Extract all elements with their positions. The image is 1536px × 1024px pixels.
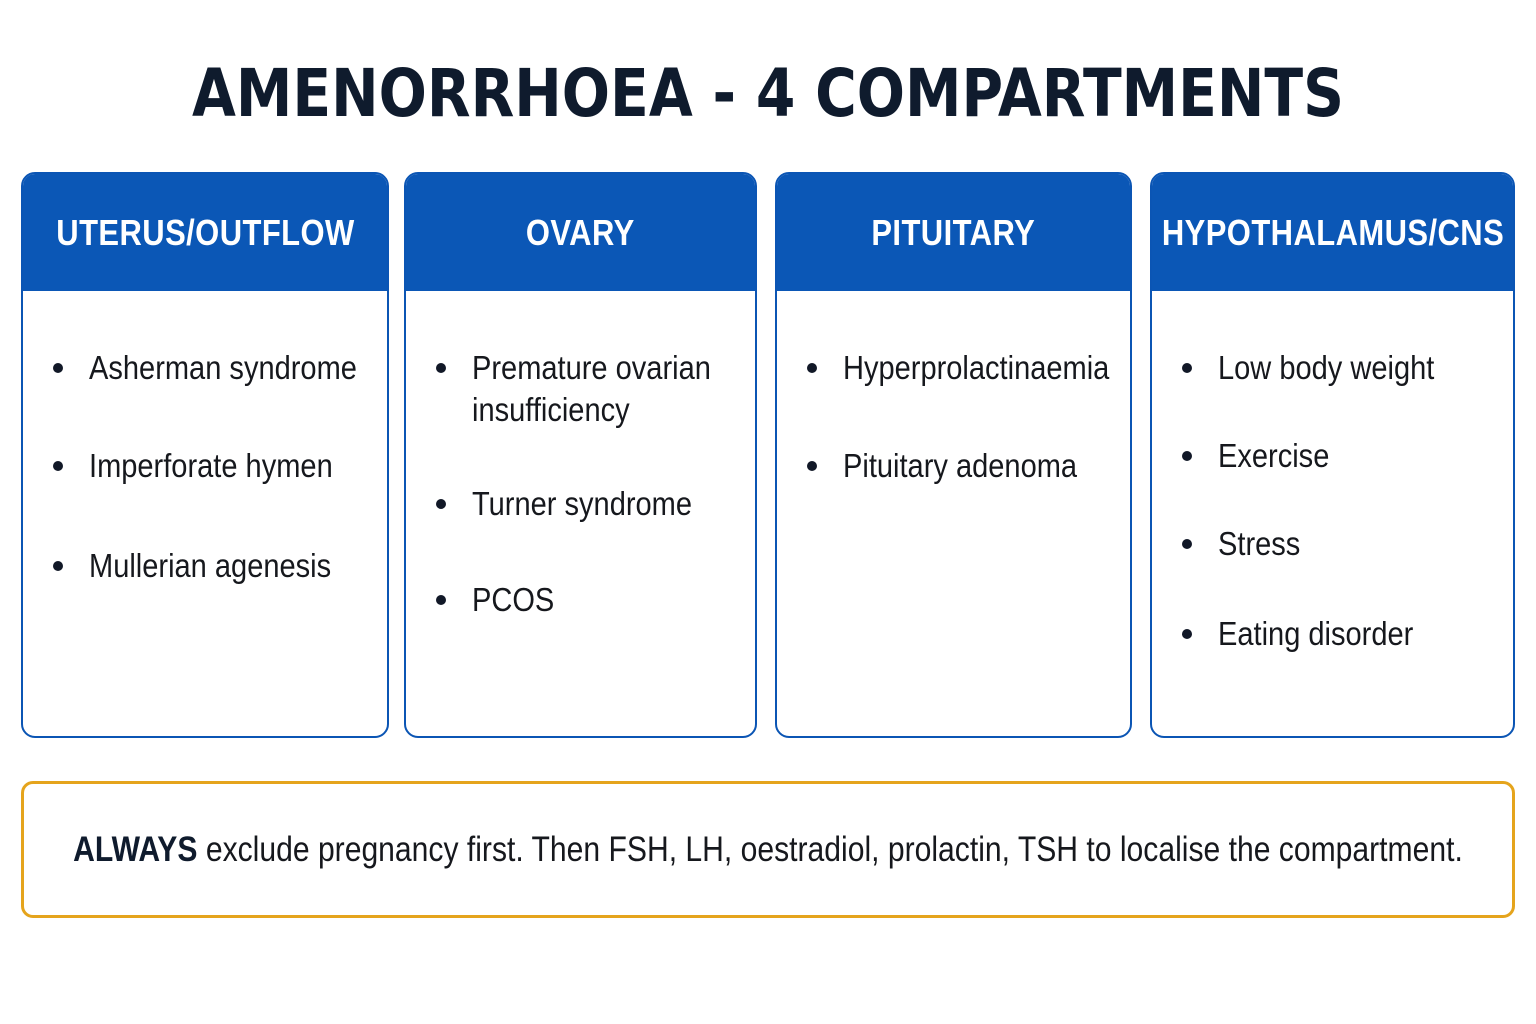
compartment-header xyxy=(23,174,387,291)
list-item xyxy=(807,347,1120,389)
list-item-text: Mullerian agenesis xyxy=(89,547,332,584)
compartment-list xyxy=(777,291,1130,736)
bullet-icon xyxy=(807,363,817,373)
compartment-title: PITUITARY xyxy=(871,211,1036,253)
compartment-list xyxy=(406,291,755,736)
bullet-icon xyxy=(1182,629,1192,639)
list-item-text: Asherman syndrome xyxy=(89,349,357,386)
bullet-icon xyxy=(53,461,63,471)
list-item xyxy=(53,445,377,487)
list-item-text: Turner syndrome xyxy=(472,485,693,522)
list-item-text: Low body weight xyxy=(1218,349,1435,386)
page-title: AMENORRHOEA - 4 COMPARTMENTS xyxy=(191,55,1345,132)
list-item xyxy=(53,545,377,587)
bullet-icon xyxy=(436,595,446,605)
compartment-ovary xyxy=(404,172,757,738)
list-item-text: Premature ovarian insufficiency xyxy=(472,349,711,428)
list-item xyxy=(1182,523,1503,565)
compartment-list xyxy=(23,291,387,736)
list-item-text: PCOS xyxy=(472,581,555,618)
list-item xyxy=(1182,347,1503,389)
list-item-text: Eating disorder xyxy=(1218,615,1414,652)
list-item-text: Stress xyxy=(1218,525,1301,562)
compartment-title: HYPOTHALAMUS/CNS xyxy=(1161,211,1504,253)
compartment-header xyxy=(777,174,1130,291)
list-item xyxy=(436,483,745,525)
compartment-header xyxy=(406,174,755,291)
list-item-text: Exercise xyxy=(1218,437,1330,474)
bullet-icon xyxy=(53,561,63,571)
compartment-list xyxy=(1152,291,1513,736)
list-item-text: Imperforate hymen xyxy=(89,447,333,484)
bullet-icon xyxy=(436,499,446,509)
note-emphasis: ALWAYS xyxy=(73,829,198,869)
list-item xyxy=(436,579,745,621)
compartment-title: UTERUS/OUTFLOW xyxy=(55,211,355,253)
list-item xyxy=(436,347,745,431)
list-item-text: Pituitary adenoma xyxy=(843,447,1078,484)
bullet-icon xyxy=(1182,451,1192,461)
compartment-header xyxy=(1152,174,1513,291)
bullet-icon xyxy=(807,461,817,471)
investigation-note xyxy=(21,781,1515,918)
bullet-icon xyxy=(1182,363,1192,373)
list-item xyxy=(807,445,1120,487)
note-body: exclude pregnancy first. Then FSH, LH, oestradiol, prolactin, TSH to localise the compartment. xyxy=(197,829,1463,869)
bullet-icon xyxy=(436,363,446,373)
list-item xyxy=(53,347,377,389)
bullet-icon xyxy=(53,363,63,373)
bullet-icon xyxy=(1182,539,1192,549)
note-text xyxy=(73,830,1463,870)
list-item-text: Hyperprolactinaemia xyxy=(843,349,1110,386)
compartment-uterus-outflow xyxy=(21,172,389,738)
compartment-pituitary xyxy=(775,172,1132,738)
compartment-title: OVARY xyxy=(526,211,635,253)
compartment-hypothalamus-cns xyxy=(1150,172,1515,738)
list-item xyxy=(1182,613,1503,655)
list-item xyxy=(1182,435,1503,477)
